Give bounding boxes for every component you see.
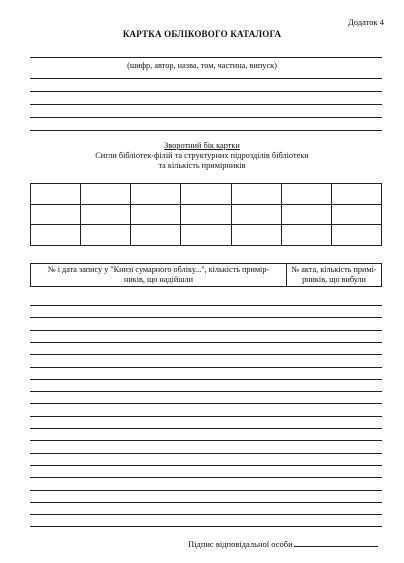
grid-row	[31, 184, 382, 205]
form-title: КАРТКА ОБЛІКОВОГО КАТАЛОГА	[122, 29, 282, 39]
entry-line	[30, 317, 382, 318]
signature-line	[294, 538, 378, 547]
entry-line	[30, 379, 382, 380]
entry-line	[30, 130, 382, 131]
grid-cell	[281, 184, 331, 205]
entry-line	[30, 104, 382, 105]
received-column-header	[31, 264, 287, 286]
grid-cell	[31, 225, 81, 246]
entry-line	[30, 367, 382, 368]
grid-cell	[331, 184, 381, 205]
grid-cell	[31, 204, 81, 225]
entry-line	[30, 440, 382, 441]
entry-line	[30, 477, 382, 478]
grid-cell	[81, 225, 131, 246]
entry-line	[30, 465, 382, 466]
grid-cell	[181, 204, 231, 225]
signature-label: Підпис відповідальної особи	[188, 539, 293, 549]
entry-line	[30, 342, 382, 343]
grid-cell	[231, 225, 281, 246]
entry-line	[30, 490, 382, 491]
removed-header-line-2: рників, що вибули	[302, 275, 366, 284]
grid-cell	[81, 184, 131, 205]
entry-line	[30, 57, 382, 58]
received-header-line-2: ників, що надійшли	[123, 275, 194, 284]
back-side-subtitle-2: та кількість примірників	[158, 161, 246, 170]
grid-cell	[331, 204, 381, 225]
entry-line	[30, 117, 382, 118]
entry-line	[30, 416, 382, 417]
grid-cell	[131, 225, 181, 246]
fields-caption: (шифр, автор, назва, том, частина, випуск)	[127, 61, 277, 70]
entry-line	[30, 391, 382, 392]
grid-row	[31, 204, 382, 225]
grid-row	[31, 225, 382, 246]
entry-line	[30, 330, 382, 331]
entry-line	[30, 403, 382, 404]
removed-header-line-1: № акта, кількість примі-	[291, 265, 377, 274]
grid-cell	[331, 225, 381, 246]
grid-cell	[131, 184, 181, 205]
received-header-line-1: № і дата запису у "Книзі сумарного обліку...", кількість примір-	[47, 265, 270, 274]
entry-line	[30, 453, 382, 454]
branch-copies-grid	[30, 183, 382, 246]
entry-line	[30, 354, 382, 355]
grid-cell	[231, 204, 281, 225]
grid-cell	[281, 225, 331, 246]
grid-cell	[181, 184, 231, 205]
entry-line	[30, 78, 382, 79]
entry-line	[30, 514, 382, 515]
removed-column-header	[287, 264, 381, 286]
entry-line	[30, 305, 382, 306]
grid-cell	[281, 204, 331, 225]
entry-line	[30, 428, 382, 429]
grid-cell	[31, 184, 81, 205]
grid-cell	[81, 204, 131, 225]
back-side-subtitle-1: Сигли бібліотек-філій та структурних підрозділів бібліотеки	[95, 151, 309, 160]
signature-block	[188, 538, 378, 549]
entry-line	[30, 526, 382, 527]
back-side-heading: Зворотний бік картки	[164, 141, 240, 150]
appendix-label: Додаток 4	[347, 17, 384, 27]
entry-line	[30, 502, 382, 503]
grid-cell	[181, 225, 231, 246]
entry-line	[30, 91, 382, 92]
grid-cell	[131, 204, 181, 225]
record-table-header	[30, 263, 382, 287]
grid-cell	[231, 184, 281, 205]
